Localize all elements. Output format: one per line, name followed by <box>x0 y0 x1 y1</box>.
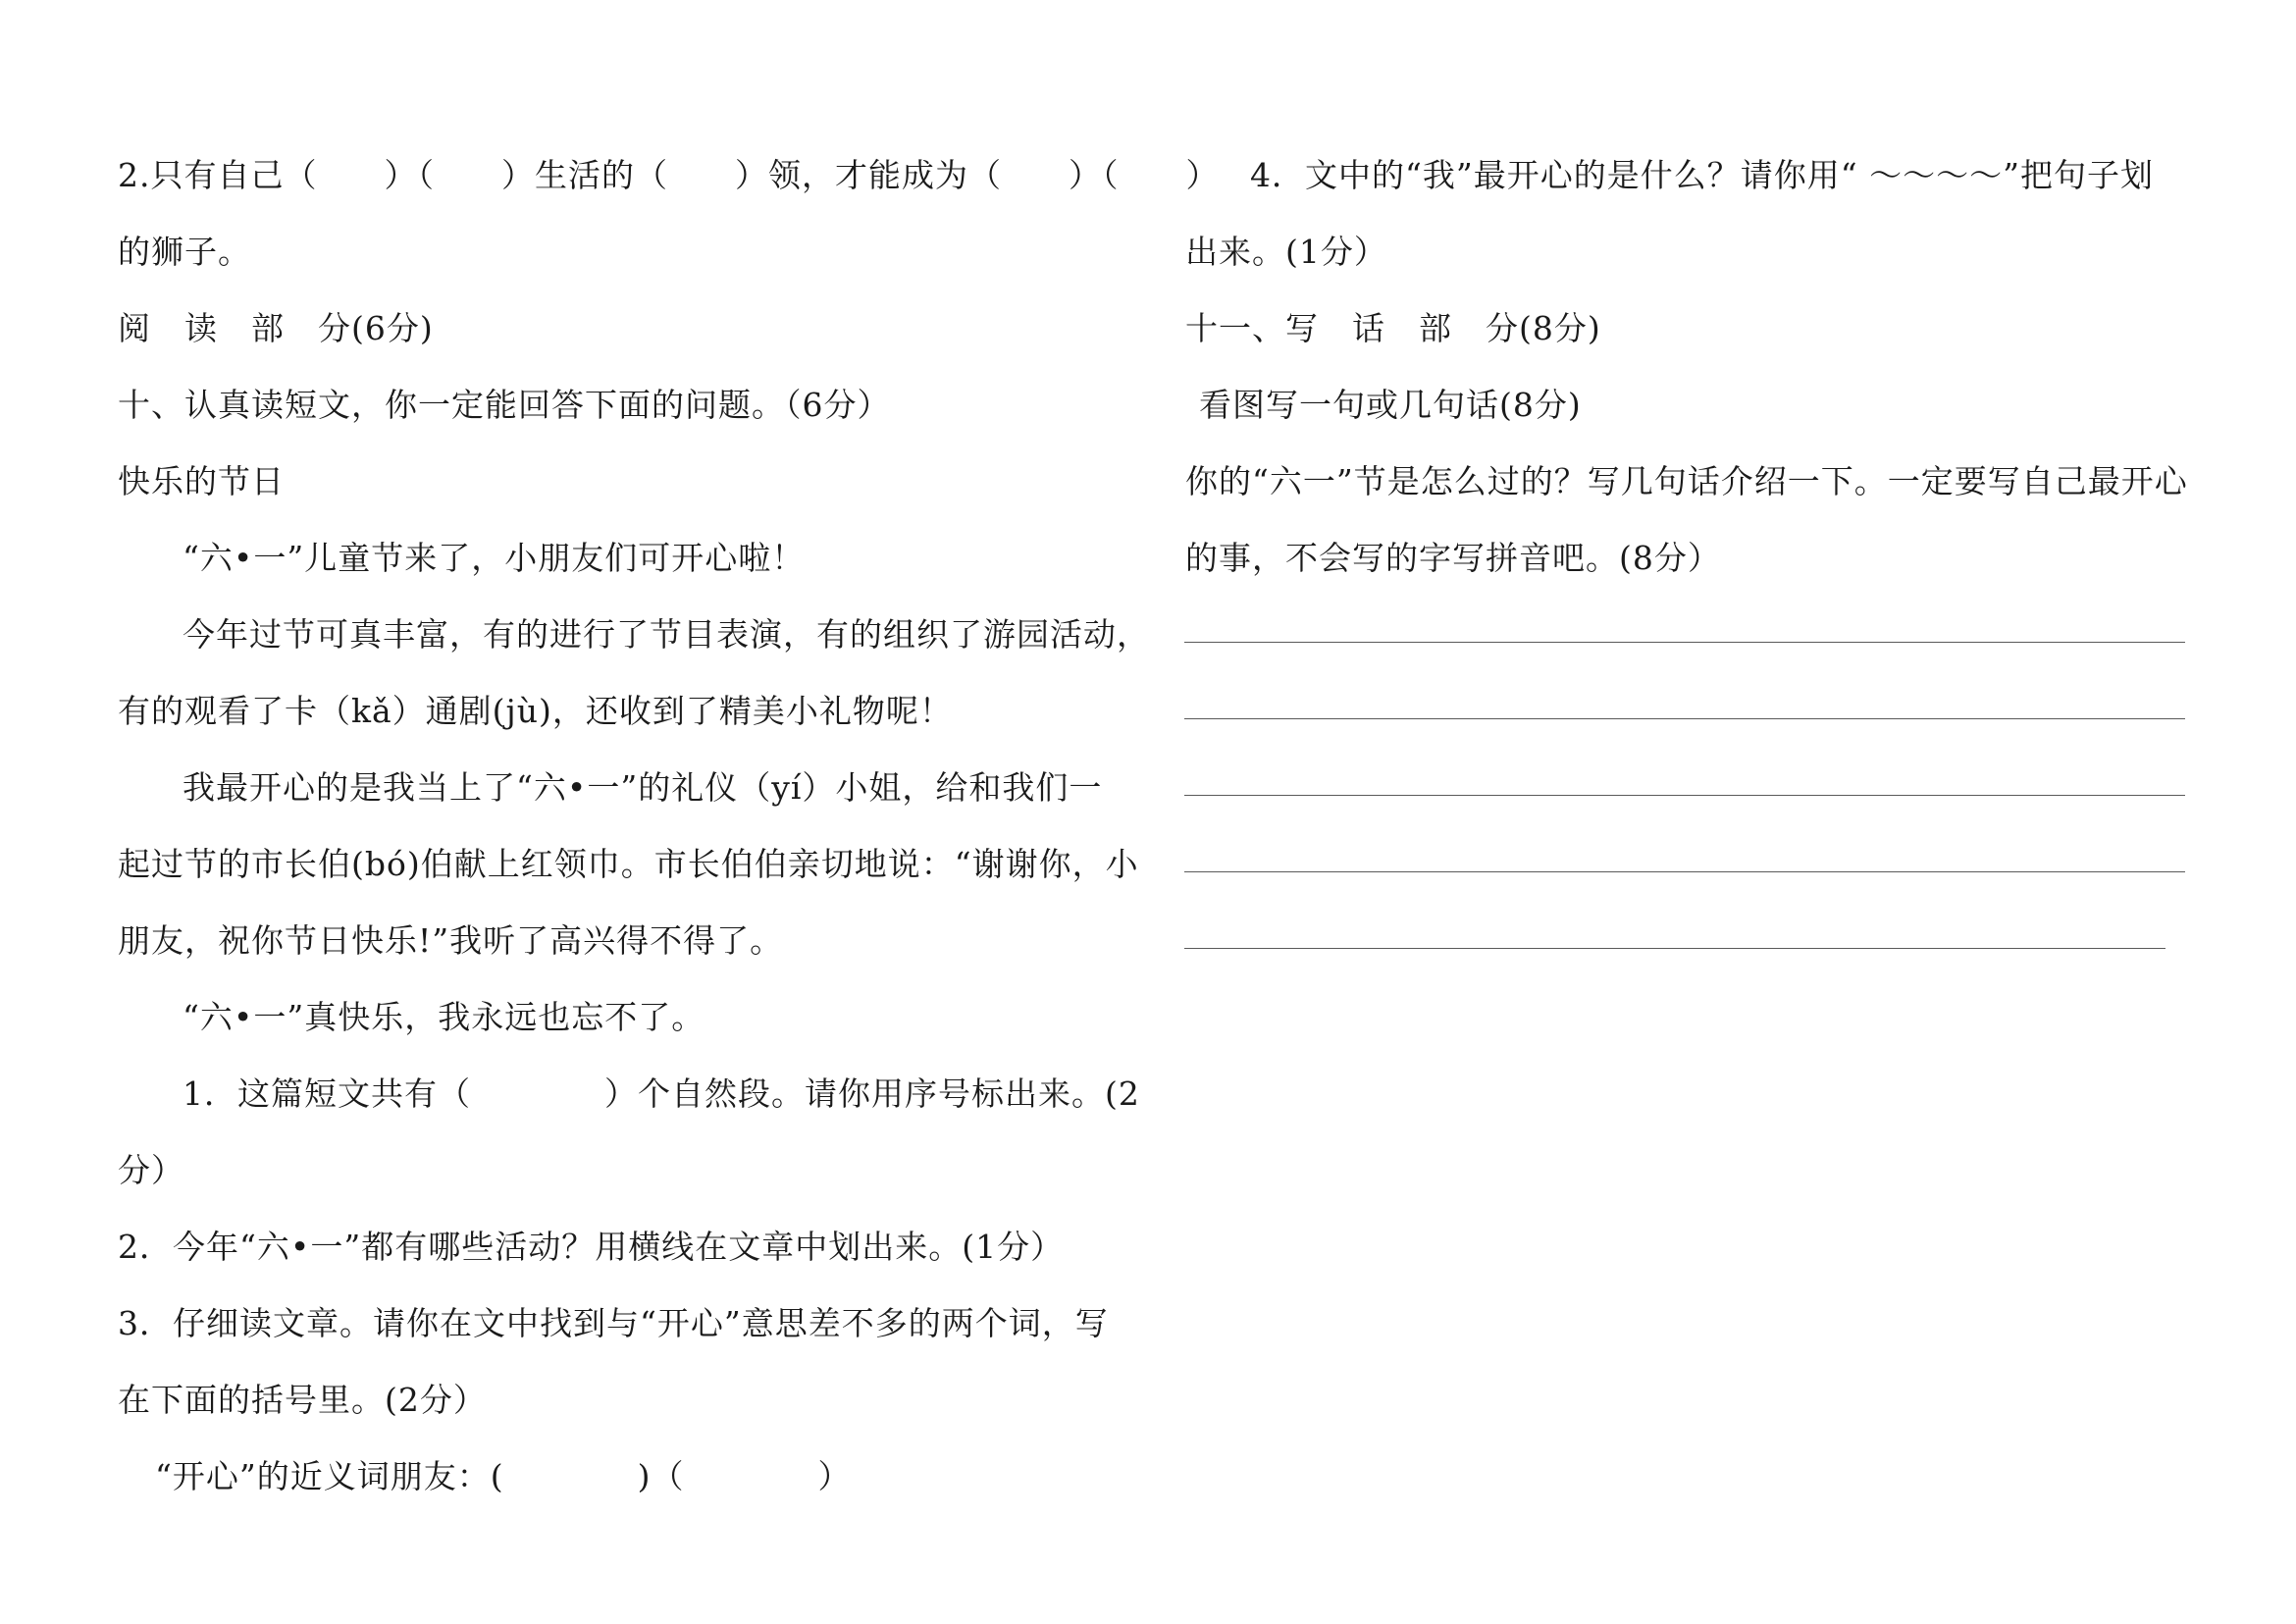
writing-task-line-1: 你的“六一”节是怎么过的？写几句话介绍一下。一定要写自己最开心 <box>1185 462 2188 500</box>
story-paragraph-1: “六•一”儿童节来了，小朋友们可开心啦！ <box>183 539 806 577</box>
question-1-line-1: 1．这篇短文共有（ ）个自然段。请你用序号标出来。(2 <box>183 1074 1140 1113</box>
question-3-line-1: 3．仔细读文章。请你在文中找到与“开心”意思差不多的两个词，写 <box>118 1304 1109 1342</box>
question-2-line-1: 2.只有自己（ ）（ ）生活的（ ）领，才能成为（ ）（ ） <box>118 156 1220 194</box>
left-column <box>118 137 1220 1515</box>
story-paragraph-2-line-2: 有的观看了卡（kǎ）通剧(jù)，还收到了精美小礼物呢！ <box>118 692 953 730</box>
writing-prompt: 看图写一句或几句话(8分) <box>1199 386 1582 424</box>
story-paragraph-3-line-3: 朋友，祝你节日快乐!”我听了高兴得不得了。 <box>118 921 784 960</box>
writing-line-5[interactable] <box>1184 948 2166 949</box>
story-paragraph-3-line-2: 起过节的市长伯(bó)伯献上红领巾。市长伯伯亲切地说：“谢谢你，小 <box>118 845 1139 883</box>
question-3-answer-line: “开心”的近义词朋友：( )（ ） <box>155 1457 852 1495</box>
reading-section-heading: 阅 读 部 分(6分) <box>118 309 434 347</box>
right-column <box>1185 137 2196 597</box>
writing-line-4[interactable] <box>1184 871 2185 872</box>
story-paragraph-3-line-1: 我最开心的是我当上了“六•一”的礼仪（yí）小姐，给和我们一 <box>183 768 1103 807</box>
question-4-line-1: 4．文中的“我”最开心的是什么？请你用“ ～～～～”把句子划 <box>1250 156 2154 194</box>
story-title: 快乐的节日 <box>118 462 285 500</box>
question-4-line-2: 出来。(1分） <box>1185 233 1387 271</box>
question-2-activities: 2．今年“六•一”都有哪些活动？用横线在文章中划出来。(1分） <box>118 1228 1065 1266</box>
section-11-title: 十一、写 话 部 分(8分) <box>1185 309 1601 347</box>
writing-line-1[interactable] <box>1184 642 2185 643</box>
story-paragraph-4: “六•一”真快乐，我永远也忘不了。 <box>183 998 705 1036</box>
question-2-line-2: 的狮子。 <box>118 233 251 271</box>
question-1-line-2: 分） <box>118 1151 184 1189</box>
writing-line-3[interactable] <box>1184 795 2185 796</box>
story-paragraph-2-line-1: 今年过节可真丰富，有的进行了节目表演，有的组织了游园活动， <box>183 615 1150 654</box>
question-3-line-2: 在下面的括号里。(2分） <box>118 1381 487 1419</box>
section-10-title: 十、认真读短文，你一定能回答下面的问题。（6分） <box>118 386 891 424</box>
writing-line-2[interactable] <box>1184 718 2185 719</box>
writing-task-line-2: 的事，不会写的字写拼音吧。(8分） <box>1185 539 1721 577</box>
